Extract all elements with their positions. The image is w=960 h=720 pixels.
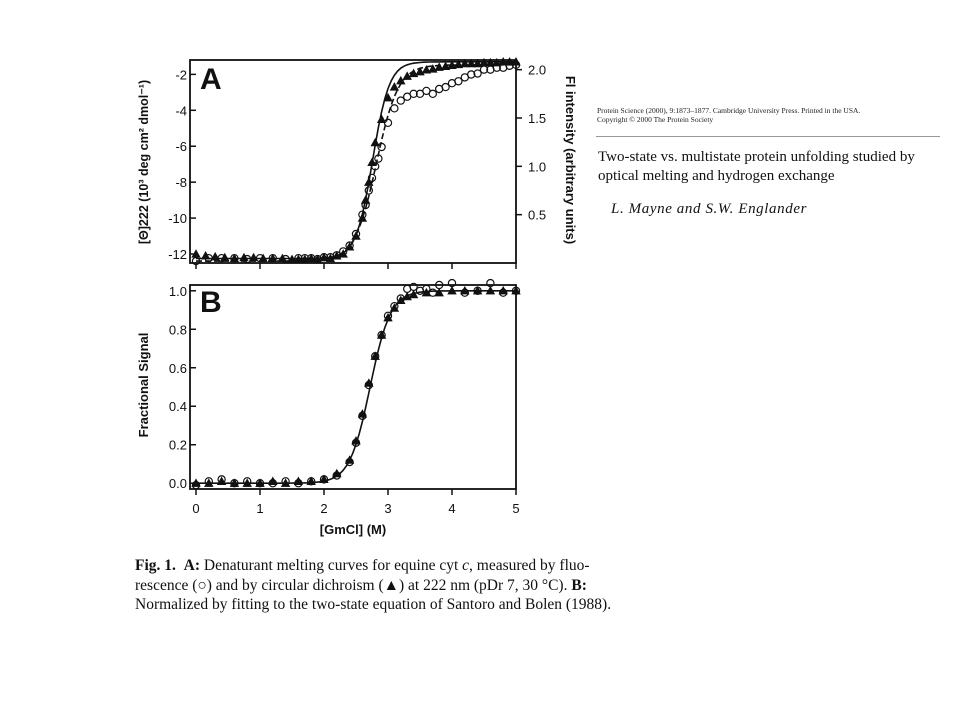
a-fit-curve-0 xyxy=(196,62,516,259)
a-y-tick-label: -8 xyxy=(175,175,187,191)
b-x-tick-label: 1 xyxy=(256,501,264,516)
b-fit-curve-0 xyxy=(196,291,516,483)
caption-fig-label: Fig. 1. xyxy=(135,557,176,574)
caption-a-label: A: xyxy=(183,557,201,574)
a-y2-tick-label: 1.5 xyxy=(528,111,547,126)
b-circle-point xyxy=(429,289,436,296)
panel-a-y-axis-label: [Θ]222 (10³ deg cm² dmol⁻¹) xyxy=(137,79,151,245)
a-y-tick-label: -6 xyxy=(175,139,187,155)
a-y2-tick-label: 2.0 xyxy=(528,62,547,78)
caption-a-text-2: , measured by fluo-rescence (○) and by circular dichroism (▲) at 222 nm (pDr 7, 30 °C). xyxy=(135,557,590,594)
a-circle-point xyxy=(365,187,372,194)
panel-a-label: A xyxy=(200,63,222,96)
panel-b-fluorescence-series xyxy=(192,279,519,488)
a-y-tick-label: -4 xyxy=(175,103,187,119)
panel-a-y2-axis-label: Fl intensity (arbitrary units) xyxy=(563,75,578,245)
a-y-tick-label: -12 xyxy=(168,247,187,263)
b-x-tick-label: 2 xyxy=(320,501,328,516)
article-authors: L. Mayne and S.W. Englander xyxy=(611,201,808,217)
a-y2-tick-label: 0.5 xyxy=(528,207,547,223)
a-y-tick-label: -10 xyxy=(168,211,187,227)
panel-a-fit-curves xyxy=(196,62,516,261)
panel-b-plot xyxy=(136,279,520,537)
figure-caption xyxy=(135,556,635,615)
a-circle-point xyxy=(429,90,436,97)
panel-b-cd-series xyxy=(192,287,520,487)
b-x-tick-label: 0 xyxy=(192,501,200,516)
panel-b-frame xyxy=(190,285,516,489)
a-y2-tick-label: 1.0 xyxy=(528,159,547,175)
caption-a-text-1: Denaturant melting curves for equine cyt xyxy=(203,557,463,574)
panel-b-y-ticks xyxy=(169,284,196,491)
b-x-tick-label: 4 xyxy=(448,501,456,516)
panel-a-y2-ticks xyxy=(516,63,546,223)
panel-a-plot xyxy=(137,58,578,269)
journal-citation xyxy=(597,106,937,124)
panel-b-x-ticks xyxy=(192,489,519,516)
caption-a-text-italic: c xyxy=(462,557,470,574)
panel-b-label: B xyxy=(200,286,222,319)
panel-b-y-axis-label: Fractional Signal xyxy=(136,332,151,438)
caption-b-text: Normalized by fitting to the two-state equation of Santoro and Bolen (1988). xyxy=(135,596,612,613)
b-y-tick-label: 0.4 xyxy=(168,399,187,415)
b-y-tick-label: 0.8 xyxy=(168,322,187,338)
b-y-tick-label: 0.6 xyxy=(168,360,187,376)
b-x-tick-label: 5 xyxy=(512,501,520,516)
b-y-tick-label: 1.0 xyxy=(168,283,187,299)
journal-line-2: Copyright © 2000 The Protein Society xyxy=(597,115,714,124)
a-circle-point xyxy=(391,105,398,112)
article-title: Two-state vs. multistate protein unfolding studied by optical melting and hydrogen exchange xyxy=(598,149,915,184)
journal-line-1: Protein Science (2000), 9:1873–1877. Cambridge University Press. Printed in the USA. xyxy=(597,106,861,115)
a-circle-point xyxy=(378,143,385,150)
caption-b-label: B: xyxy=(571,576,587,594)
panel-b-fit-curve xyxy=(196,291,516,483)
panel-a-y-ticks xyxy=(168,67,196,262)
b-x-tick-label: 3 xyxy=(384,501,392,516)
panel-a-cd-series xyxy=(192,58,520,263)
panel-b-x-axis-label: [GmCl] (M) xyxy=(319,522,387,537)
a-y-tick-label: -2 xyxy=(175,67,187,83)
b-y-tick-label: 0.2 xyxy=(168,437,187,453)
b-y-tick-label: 0.0 xyxy=(168,476,187,492)
header-rule xyxy=(596,136,940,137)
